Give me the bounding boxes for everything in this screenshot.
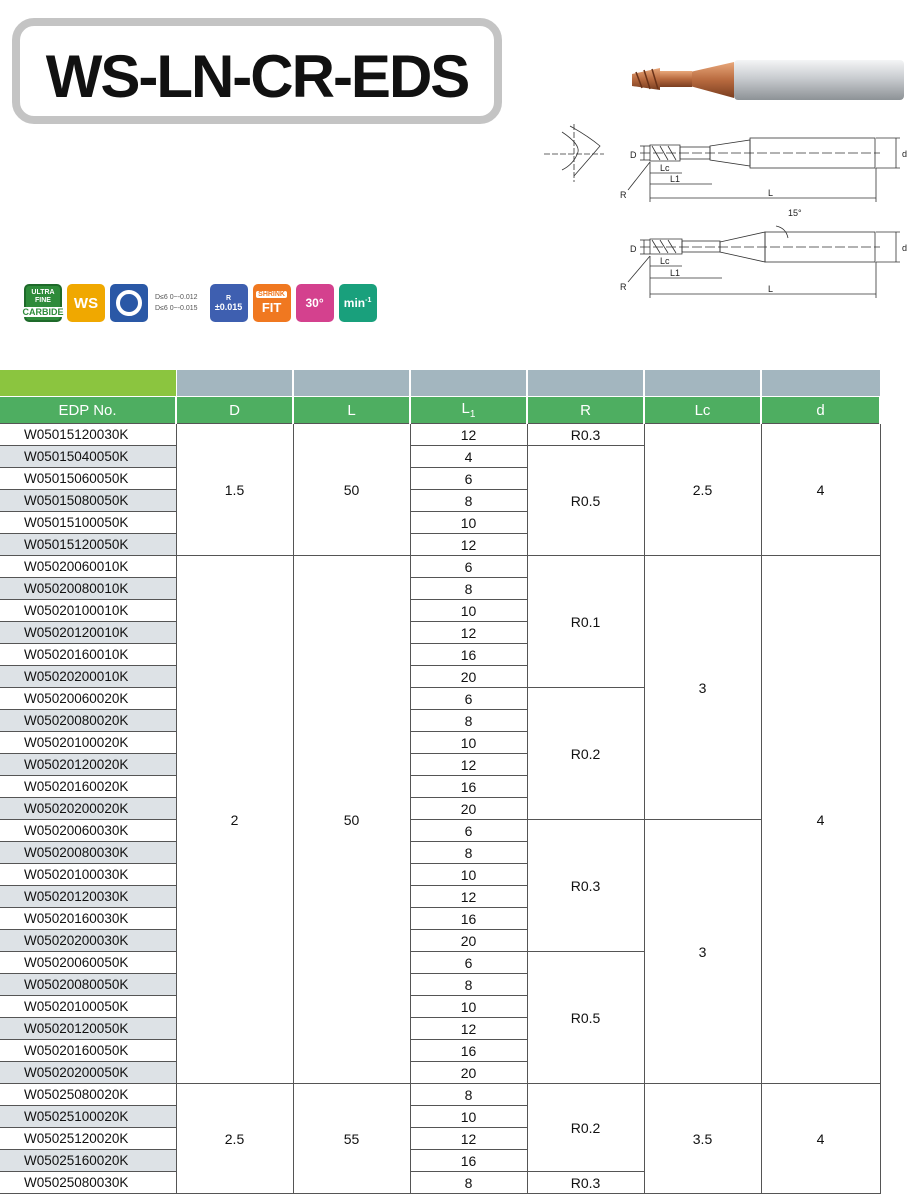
header-Lc: Lc <box>644 397 761 424</box>
diameter-cell: 2.5 <box>176 1084 293 1194</box>
edp-cell: W05025160020K <box>0 1150 176 1172</box>
edp-cell: W05020200020K <box>0 798 176 820</box>
l1-cell: 10 <box>410 600 527 622</box>
label-R-bottom: R <box>620 282 627 292</box>
label-D-top: D <box>630 150 637 160</box>
edp-cell: W05015040050K <box>0 446 176 468</box>
l1-cell: 10 <box>410 512 527 534</box>
label-L1-top: L1 <box>670 174 681 184</box>
radius-cell: R0.1 <box>527 556 644 688</box>
table-header-row <box>0 397 880 424</box>
l1-cell: 10 <box>410 996 527 1018</box>
l1-cell: 8 <box>410 490 527 512</box>
table-row <box>0 1084 880 1106</box>
header-d: d <box>761 397 880 424</box>
radius-cell: R0.2 <box>527 1084 644 1172</box>
edp-cell: W05020160030K <box>0 908 176 930</box>
length-cell: 55 <box>293 1084 410 1194</box>
edp-cell: W05025080030K <box>0 1172 176 1194</box>
table-row <box>0 556 880 578</box>
table-body <box>0 424 880 1194</box>
tolerance-icon <box>110 284 148 322</box>
header-D: D <box>176 397 293 424</box>
header-L: L <box>293 397 410 424</box>
length-cell: 50 <box>293 424 410 556</box>
l1-cell: 6 <box>410 556 527 578</box>
l1-cell: 8 <box>410 842 527 864</box>
edp-cell: W05020200050K <box>0 1062 176 1084</box>
edp-cell: W05020160020K <box>0 776 176 798</box>
lc-cell: 3 <box>644 820 761 1084</box>
label-angle: 15° <box>788 208 802 218</box>
header-edp: EDP No. <box>0 397 176 424</box>
edp-cell: W05020060030K <box>0 820 176 842</box>
l1-cell: 20 <box>410 1062 527 1084</box>
l1-cell: 12 <box>410 886 527 908</box>
edp-cell: W05020120030K <box>0 886 176 908</box>
l1-cell: 8 <box>410 1172 527 1194</box>
l1-cell: 8 <box>410 974 527 996</box>
edp-cell: W05015120050K <box>0 534 176 556</box>
l1-cell: 12 <box>410 534 527 556</box>
header-grey-cell <box>294 370 409 396</box>
edp-cell: W05020120010K <box>0 622 176 644</box>
l1-cell: 12 <box>410 754 527 776</box>
l1-cell: 16 <box>410 644 527 666</box>
label-d-top: d <box>902 149 908 159</box>
edp-cell: W05020100050K <box>0 996 176 1018</box>
label-d-bottom: d <box>902 243 908 253</box>
label-L1-bottom: L1 <box>670 268 681 278</box>
edp-cell: W05020100030K <box>0 864 176 886</box>
header-accent-bar <box>0 370 176 396</box>
header-L1: $L_1$ <box>410 397 527 424</box>
radius-cell: R0.5 <box>527 446 644 556</box>
l1-cell: 12 <box>410 1018 527 1040</box>
l1-cell: 10 <box>410 864 527 886</box>
l1-cell: 16 <box>410 776 527 798</box>
edp-cell: W05020100020K <box>0 732 176 754</box>
shank-diameter-cell: 4 <box>761 1084 880 1194</box>
edp-cell: W05020080010K <box>0 578 176 600</box>
table-row <box>0 424 880 446</box>
end-mill-image <box>628 54 908 108</box>
edp-cell: W05020060010K <box>0 556 176 578</box>
header-grey-cell <box>762 370 880 396</box>
label-L-bottom: L <box>768 284 774 294</box>
shank-diameter-cell: 4 <box>761 424 880 556</box>
shank-diameter-cell: 4 <box>761 556 880 1084</box>
edp-cell: W05020200010K <box>0 666 176 688</box>
header-R: R <box>527 397 644 424</box>
helix-angle-icon: 30° <box>296 284 334 322</box>
header-grey-cell <box>645 370 760 396</box>
label-R-top: R <box>620 190 627 200</box>
l1-cell: 10 <box>410 732 527 754</box>
header-grey-cell <box>411 370 526 396</box>
l1-cell: 6 <box>410 688 527 710</box>
header-grey-cell <box>528 370 643 396</box>
rpm-icon: $\min^{-1}$ <box>339 284 377 322</box>
shrink-fit-icon: SHRINK FIT <box>253 284 291 322</box>
l1-cell: 10 <box>410 1106 527 1128</box>
l1-cell: 12 <box>410 424 527 446</box>
l1-cell: 8 <box>410 578 527 600</box>
l1-cell: 20 <box>410 930 527 952</box>
edp-cell: W05020200030K <box>0 930 176 952</box>
l1-cell: 12 <box>410 622 527 644</box>
edp-cell: W05020160050K <box>0 1040 176 1062</box>
l1-cell: 6 <box>410 820 527 842</box>
edp-cell: W05020120020K <box>0 754 176 776</box>
l1-cell: 8 <box>410 710 527 732</box>
ws-coating-icon: WS <box>67 284 105 322</box>
l1-cell: 16 <box>410 1150 527 1172</box>
radius-cell: R0.3 <box>527 1172 644 1194</box>
radius-cell: R0.3 <box>527 820 644 952</box>
edp-cell: W05025080020K <box>0 1084 176 1106</box>
edp-cell: W05015100050K <box>0 512 176 534</box>
l1-cell: 12 <box>410 1128 527 1150</box>
corner-radius-tolerance-icon: R ±0.015 <box>210 284 248 322</box>
table-row <box>0 820 880 842</box>
label-Lc-top: Lc <box>660 163 670 173</box>
spec-table <box>0 397 881 1194</box>
edp-cell: W05015080050K <box>0 490 176 512</box>
l1-cell: 6 <box>410 952 527 974</box>
edp-cell: W05015060050K <box>0 468 176 490</box>
l1-cell: 6 <box>410 468 527 490</box>
lc-cell: 3 <box>644 556 761 820</box>
lc-cell: 3.5 <box>644 1084 761 1194</box>
l1-cell: 8 <box>410 1084 527 1106</box>
l1-cell: 16 <box>410 908 527 930</box>
edp-cell: W05015120030K <box>0 424 176 446</box>
edp-cell: W05020080020K <box>0 710 176 732</box>
label-D-bottom: D <box>630 244 637 254</box>
l1-cell: 4 <box>410 446 527 468</box>
label-Lc-bottom: Lc <box>660 256 670 266</box>
radius-cell: R0.5 <box>527 952 644 1084</box>
radius-cell: R0.2 <box>527 688 644 820</box>
edp-cell: W05025100020K <box>0 1106 176 1128</box>
edp-cell: W05020120050K <box>0 1018 176 1040</box>
length-cell: 50 <box>293 556 410 1084</box>
l1-cell: 16 <box>410 1040 527 1062</box>
edp-cell: W05025120020K <box>0 1128 176 1150</box>
title-box <box>12 18 502 124</box>
edp-cell: W05020100010K <box>0 600 176 622</box>
diameter-cell: 1.5 <box>176 424 293 556</box>
radius-cell: R0.3 <box>527 424 644 446</box>
ultra-fine-carbide-icon: ULTRA FINE CARBIDE <box>24 284 62 322</box>
tolerance-text: D≤6 0~-0.012 D≤6 0~-0.015 <box>155 294 198 312</box>
diameter-cell: 2 <box>176 556 293 1084</box>
header-grey-cell <box>177 370 292 396</box>
product-title: WS-LN-CR-EDS <box>45 43 469 110</box>
edp-cell: W05020160010K <box>0 644 176 666</box>
label-L-top: L <box>768 188 774 198</box>
l1-cell: 20 <box>410 666 527 688</box>
feature-icons <box>24 284 382 322</box>
edp-cell: W05020080050K <box>0 974 176 996</box>
edp-cell: W05020080030K <box>0 842 176 864</box>
edp-cell: W05020060020K <box>0 688 176 710</box>
edp-cell: W05020060050K <box>0 952 176 974</box>
l1-cell: 20 <box>410 798 527 820</box>
lc-cell: 2.5 <box>644 424 761 556</box>
dimension-drawing <box>540 118 920 303</box>
